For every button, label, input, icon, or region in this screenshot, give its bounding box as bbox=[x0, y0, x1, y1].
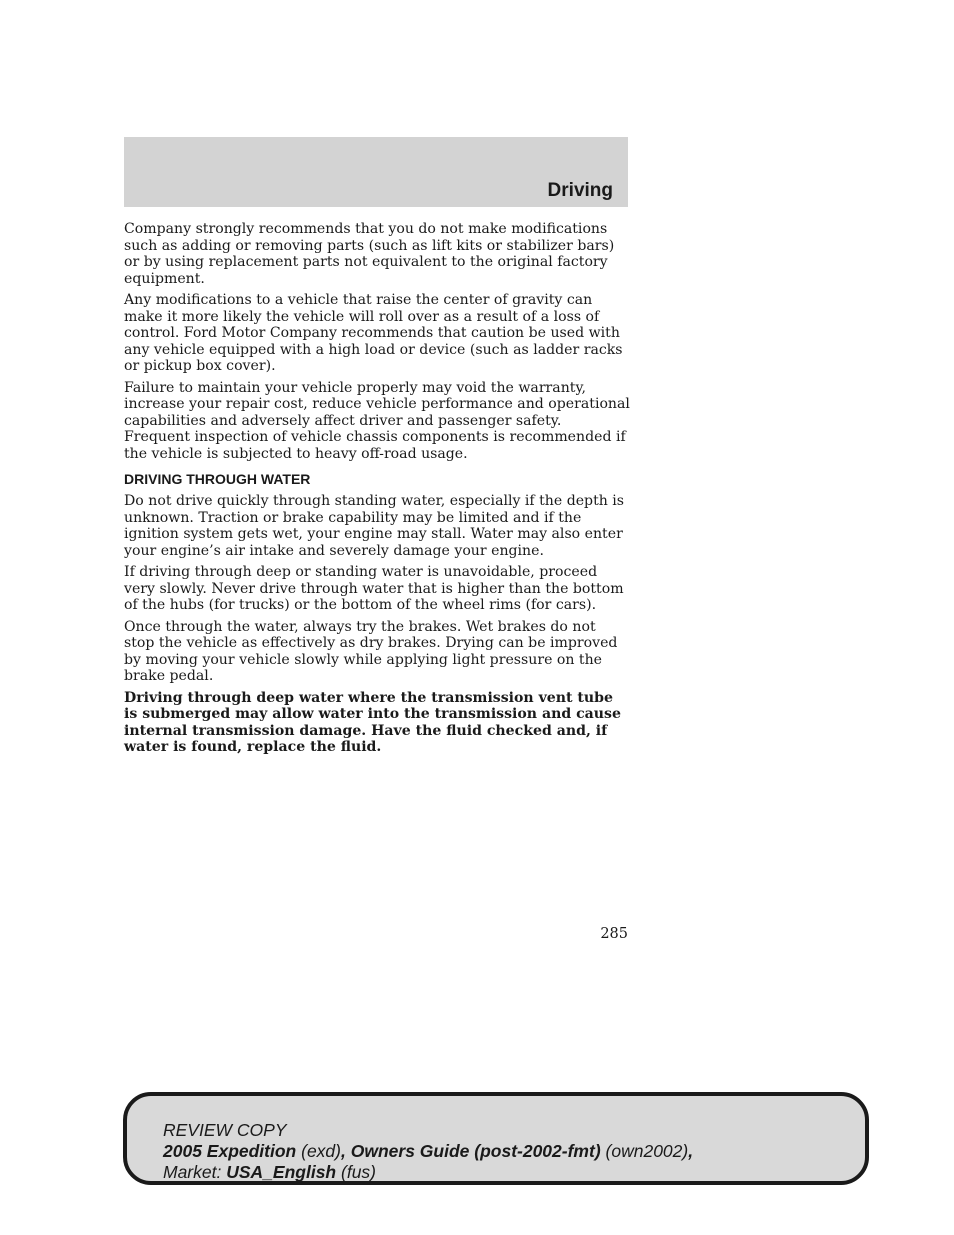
paragraph-center-of-gravity: Any modifications to a vehicle that raise the center of gravity can make it more likely the vehicle will roll over as a result of a loss of control. Ford Motor Company recommends that caution be used with any vehicle equipped with a high load or device (such as ladder racks or pickup box cover). bbox=[124, 292, 623, 374]
page-content bbox=[124, 221, 630, 761]
review-copy-text bbox=[163, 1120, 693, 1183]
section-title: Driving bbox=[547, 180, 613, 201]
review-copy-box bbox=[123, 1092, 869, 1185]
guide-code: (own2002) bbox=[605, 1141, 689, 1161]
paragraph-modifications: Company strongly recommends that you do not make modifications such as adding or removing parts (such as lift kits or stabilizer bars) or by using replacement parts not equivalent to the original factory equipment. bbox=[124, 221, 615, 287]
model-name: 2005 Expedition bbox=[163, 1141, 297, 1161]
section-header-band bbox=[124, 137, 628, 207]
separator: , bbox=[688, 1141, 694, 1161]
page-number: 285 bbox=[600, 926, 628, 942]
market-name: USA_English bbox=[226, 1162, 337, 1182]
paragraph-brakes: Once through the water, always try the brakes. Wet brakes do not stop the vehicle as effectively as dry brakes. Drying can be improved by moving your vehicle slowly while applying light pressure on the brake pedal. bbox=[124, 618, 618, 684]
paragraph-maintenance: Failure to maintain your vehicle properly may void the warranty, increase your repair cost, reduce vehicle performance and operational capabilities and adversely affect driver and passenger safety. Frequent inspection of vehicle chassis components is recommended if the vehicle is subjected to heavy off-road usage. bbox=[124, 379, 630, 462]
paragraph-standing-water: Do not drive quickly through standing water, especially if the depth is unknown. Traction or brake capability may be limited and if the ignition system gets wet, your engine may stall. Water may also enter your engine’s air intake and severely damage your engine. bbox=[124, 493, 625, 559]
model-code: (exd) bbox=[301, 1141, 341, 1161]
review-copy-label: REVIEW COPY bbox=[163, 1120, 287, 1140]
market-label: Market: bbox=[163, 1162, 222, 1182]
review-copy-document-line bbox=[163, 1141, 693, 1162]
separator: , bbox=[341, 1141, 346, 1161]
review-copy-market-line bbox=[163, 1162, 693, 1183]
guide-name: Owners Guide (post-2002-fmt) bbox=[350, 1141, 601, 1161]
transmission-warning: Driving through deep water where the transmission vent tube is submerged may allow water into the transmission and cause internal transmission damage. Have the fluid checked and, if water is found, replace the fluid. bbox=[124, 689, 621, 755]
market-code: (fus) bbox=[341, 1162, 376, 1182]
heading-driving-through-water: DRIVING THROUGH WATER bbox=[124, 471, 311, 487]
paragraph-deep-water: If driving through deep or standing water is unavoidable, proceed very slowly. Never drive through water that is higher than the bottom of the hubs (for trucks) or the bottom of the wheel rims (for cars). bbox=[124, 564, 624, 613]
